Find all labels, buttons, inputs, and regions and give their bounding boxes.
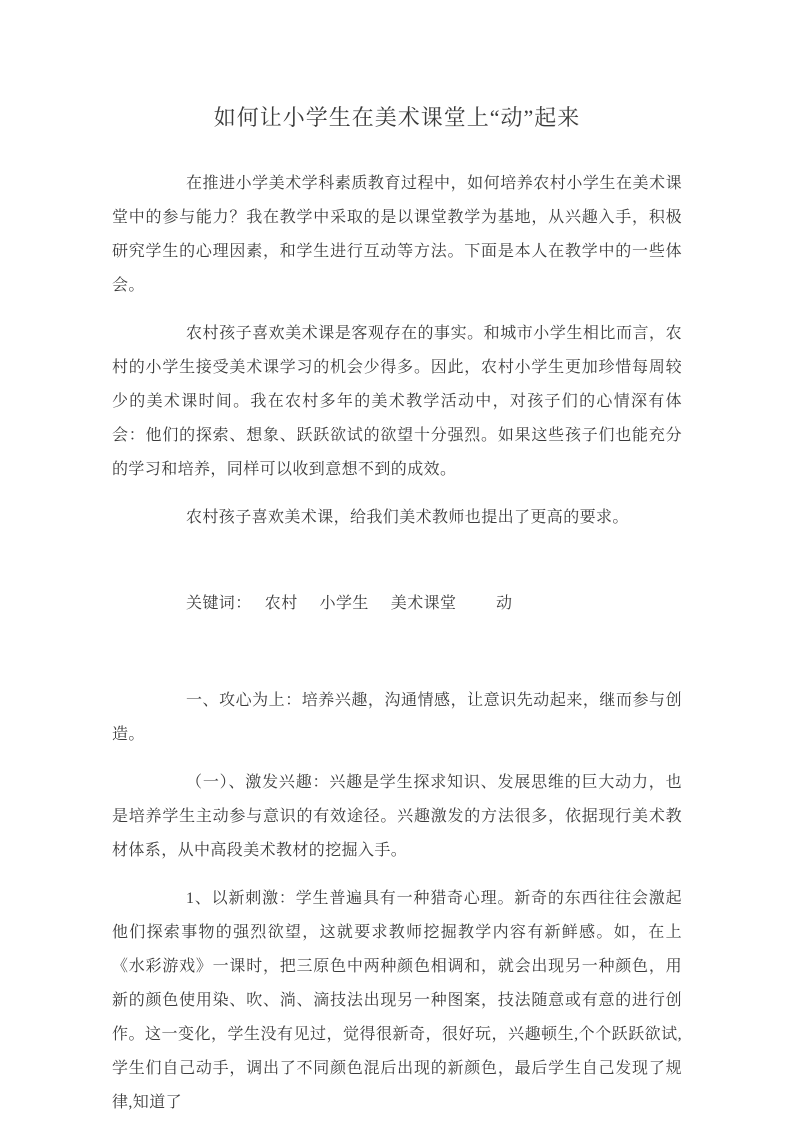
section-heading-1: 一、攻心为上：培养兴趣，沟通情感，让意识先动起来，继而参与创造。 <box>112 692 682 743</box>
keywords-line: 关键词： 农村 小学生 美术课堂 动 <box>186 595 513 612</box>
paragraph-higher-demand: 农村孩子喜欢美术课，给我们美术教师也提出了更高的要求。 <box>186 509 629 526</box>
paragraph-new-stimulus: 1、以新刺激：学生普遍具有一种猎奇心理。新奇的东西往往会激起他们探索事物的强烈欲望，这就要求教师挖掘教学内容有新鲜感。如，在上《水彩游戏》一课时，把三原色中两种颜色相调和，就会出现另一种颜色，用新的颜色使用染、吹、淌、滴技法出现另一种图案，技法随意或有意的进行创作。这一变化，学生没有见过，觉得很新奇，很好玩，兴趣顿生,个个跃跃欲试,学生们自己动手，调出了不同颜色混后出现的新颜色，最后学生自己发现了规律,知道了 <box>112 890 682 1111</box>
paragraph-intro: 在推进小学美术学科素质教育过程中，如何培养农村小学生在美术课堂中的参与能力？我在教学中采取的是以课堂教学为基地，从兴趣入手，积极研究学生的心理因素，和学生进行互动等方法。下面是本人在教学中的一些体会。 <box>112 175 682 294</box>
paragraph-stimulate-interest: （一）、激发兴趣：兴趣是学生探求知识、发展思维的巨大动力，也是培养学生主动参与意识的有效途径。兴趣激发的方法很多，依据现行美术教材体系，从中高段美术教材的挖掘入手。 <box>112 774 682 859</box>
document-title: 如何让小学生在美术课堂上“动”起来 <box>213 105 581 130</box>
paragraph-rural-children: 农村孩子喜欢美术课是客观存在的事实。和城市小学生相比而言，农村的小学生接受美术课学习的机会少得多。因此，农村小学生更加珍惜每周较少的美术课时间。我在农村多年的美术教学活动中，对孩子们的心情深有体会：他们的探索、想象、跃跃欲试的欲望十分强烈。如果这些孩子们也能充分的学习和培养，同样可以收到意想不到的成效。 <box>112 325 682 478</box>
